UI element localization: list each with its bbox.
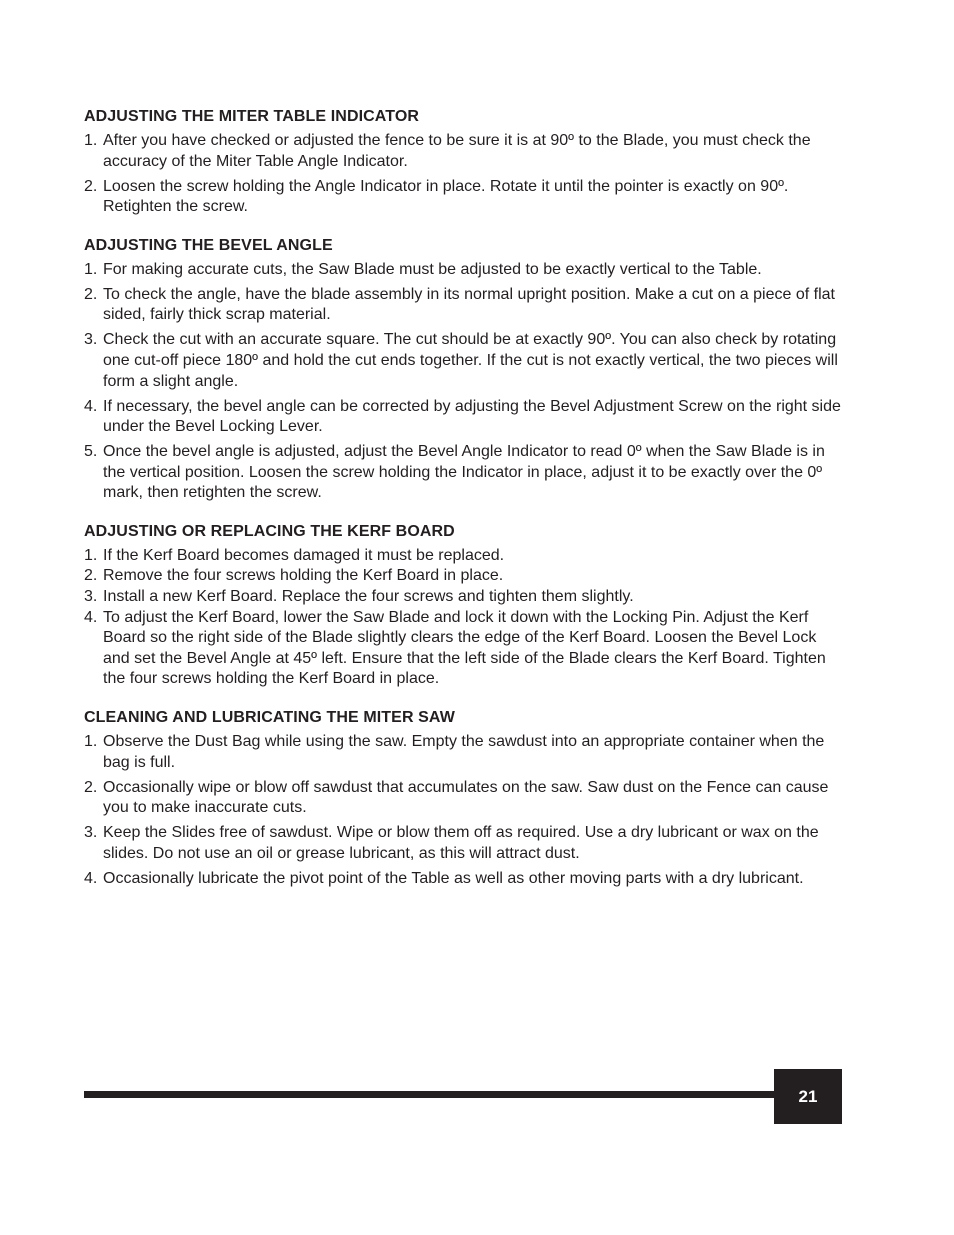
step-list	[84, 546, 846, 690]
section-heading: ADJUSTING OR REPLACING THE KERF BOARD	[84, 522, 455, 540]
step-number: 1.	[84, 260, 98, 278]
step-text: Loosen the screw holding the Angle Indicator in place. Rotate it until the pointer is exactly on 90º. Retighten the screw.	[103, 177, 789, 216]
page-number: 21	[798, 1086, 818, 1106]
step-text: If the Kerf Board becomes damaged it must be replaced.	[103, 546, 505, 564]
step-number: 4.	[84, 397, 98, 415]
list-item	[84, 546, 846, 567]
step-text: For making accurate cuts, the Saw Blade must be adjusted to be exactly vertical to the Table.	[103, 260, 762, 278]
document-body	[84, 107, 846, 907]
list-item	[84, 285, 846, 326]
list-item	[84, 869, 846, 890]
step-text: To check the angle, have the blade assembly in its normal upright position. Make a cut on a piece of flat sided, fairly thick scrap material.	[103, 285, 835, 324]
section-bevel-angle	[84, 236, 846, 504]
section-heading: CLEANING AND LUBRICATING THE MITER SAW	[84, 709, 455, 727]
footer-rule	[84, 1091, 776, 1098]
step-text: Observe the Dust Bag while using the saw. Empty the sawdust into an appropriate container when the bag is full.	[103, 733, 825, 771]
step-text: Keep the Slides free of sawdust. Wipe or blow them off as required. Use a dry lubricant or wax on the slides. Do not use an oil or grease lubricant, as this will attract dust.	[103, 824, 819, 862]
step-number: 1.	[84, 733, 98, 751]
step-text: Remove the four screws holding the Kerf Board in place.	[103, 567, 504, 585]
page-number-badge	[774, 1069, 842, 1124]
step-text: After you have checked or adjusted the fence to be sure it is at 90º to the Blade, you must check the accuracy of the Miter Table Angle Indicator.	[103, 132, 811, 170]
step-number: 1.	[84, 132, 98, 149]
step-text: Occasionally lubricate the pivot point of the Table as well as other moving parts with a dry lubricant.	[103, 869, 804, 887]
list-item	[84, 608, 846, 690]
step-text: Install a new Kerf Board. Replace the four screws and tighten them slightly.	[103, 588, 634, 606]
step-list	[84, 131, 846, 218]
step-number: 4.	[84, 869, 98, 887]
step-number: 3.	[84, 331, 98, 349]
step-number: 3.	[84, 588, 98, 606]
step-number: 2.	[84, 285, 98, 303]
section-miter-table-indicator	[84, 107, 846, 218]
list-item	[84, 587, 846, 608]
step-text: To adjust the Kerf Board, lower the Saw Blade and lock it down with the Locking Pin. Adjust the Kerf Board so the right side of the Blade slightly clears the edge of the Kerf Board. Loosen the Bevel Lock and set the Bevel Angle at 45º left. Ensure that the left side of the Blade clears the Kerf Board. Tighten the four screws holding the Kerf Board in place.	[103, 608, 826, 688]
step-number: 5.	[84, 443, 98, 461]
section-heading: ADJUSTING THE BEVEL ANGLE	[84, 236, 333, 254]
list-item	[84, 330, 846, 392]
list-item	[84, 177, 846, 218]
step-number: 2.	[84, 177, 98, 195]
step-number: 2.	[84, 778, 98, 796]
step-text: Check the cut with an accurate square. The cut should be at exactly 90º. You can also check by rotating one cut-off piece 180º and hold the cut ends together. If the cut is not exactly vertical, the two pieces will form a slight angle.	[103, 331, 838, 390]
step-text: If necessary, the bevel angle can be corrected by adjusting the Bevel Adjustment Screw on the right side under the Bevel Locking Lever.	[103, 397, 841, 436]
list-item	[84, 778, 846, 819]
section-kerf-board	[84, 522, 846, 690]
step-number: 1.	[84, 546, 98, 564]
list-item	[84, 442, 846, 504]
step-text: Occasionally wipe or blow off sawdust that accumulates on the saw. Saw dust on the Fence can cause you to make inaccurate cuts.	[103, 778, 829, 817]
section-heading: ADJUSTING THE MITER TABLE INDICATOR	[84, 108, 420, 125]
section-cleaning-lubricating	[84, 708, 846, 889]
list-item	[84, 397, 846, 438]
list-item	[84, 823, 846, 864]
list-item	[84, 732, 846, 773]
step-number: 3.	[84, 824, 98, 842]
step-text: Once the bevel angle is adjusted, adjust the Bevel Angle Indicator to read 0º when the Saw Blade is in the vertical position. Loosen the screw holding the Indicator in place, adjust it to be exactly over the 0º mark, then retighten the screw.	[103, 443, 825, 502]
step-number: 4.	[84, 608, 98, 626]
list-item	[84, 260, 846, 281]
list-item	[84, 131, 846, 172]
step-list	[84, 732, 846, 889]
step-list	[84, 260, 846, 504]
step-number: 2.	[84, 567, 98, 585]
list-item	[84, 566, 846, 587]
